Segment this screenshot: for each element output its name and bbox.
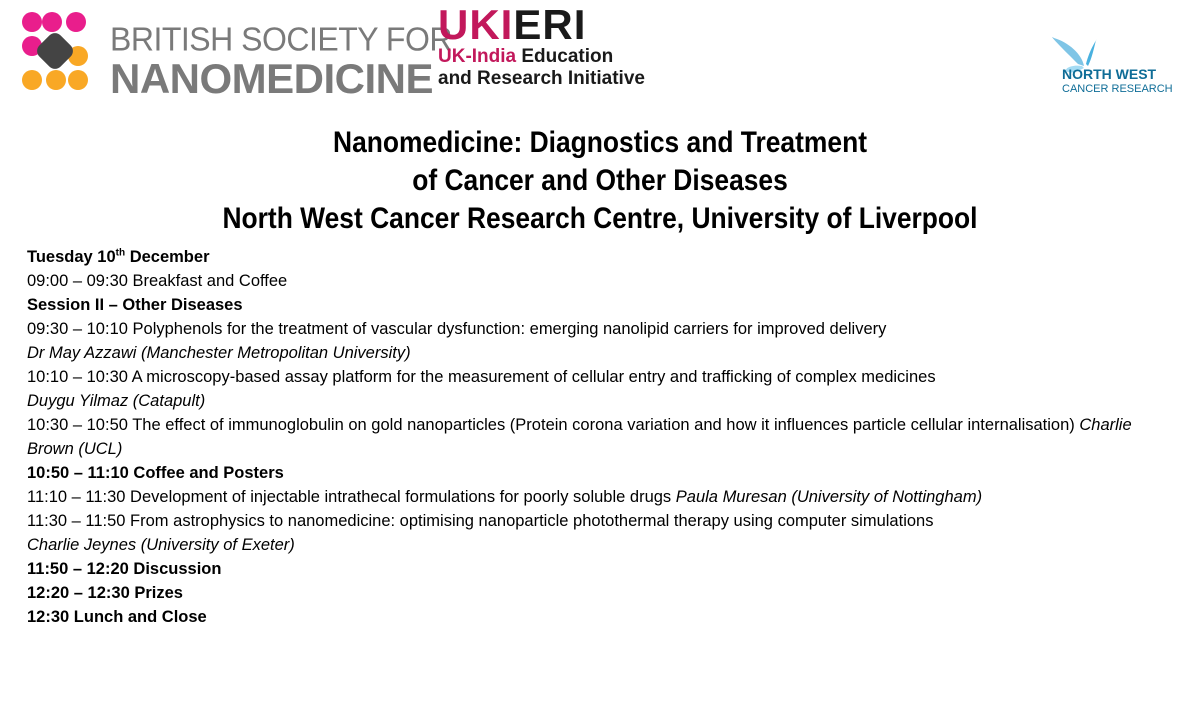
session-heading: Session II – Other Diseases	[27, 296, 243, 314]
speaker-azzawi: Dr May Azzawi (Manchester Metropolitan University)	[27, 344, 411, 362]
nwcr-sub: CANCER RESEARCH	[1062, 83, 1173, 95]
title-line-2: of Cancer and Other Diseases	[412, 164, 788, 197]
date-sup: th	[115, 247, 126, 259]
ukieri-uki: UKI	[438, 1, 514, 48]
bsn-line1: BRITISH SOCIETY FOR	[110, 19, 452, 58]
programme-item-close: 12:30 Lunch and Close	[27, 608, 207, 626]
programme-item-polyphenols: 09:30 – 10:10 Polyphenols for the treatment of vascular dysfunction: emerging nanolipid carriers for improved delivery	[27, 320, 887, 338]
event-title	[0, 124, 1200, 238]
speaker-jeynes: Charlie Jeynes (University of Exeter)	[27, 536, 295, 554]
programme-item-intrathecal	[27, 485, 1177, 509]
ukieri-sub-line2: and Research Initiative	[438, 68, 645, 89]
speaker-yilmaz: Duygu Yilmaz (Catapult)	[27, 392, 206, 410]
title-line-3: North West Cancer Research Centre, University of Liverpool	[222, 202, 978, 235]
title-line-1: Nanomedicine: Diagnostics and Treatment	[333, 126, 867, 159]
nwcr-name: NORTH WEST	[1062, 66, 1157, 82]
programme-item-microscopy: 10:10 – 10:30 A microscopy-based assay platform for the measurement of cellular entry and trafficking of complex medicines	[27, 368, 936, 386]
ukieri-logo	[438, 1, 645, 90]
ukieri-eri: ERI	[513, 1, 587, 48]
programme-date	[27, 245, 1177, 269]
speaker-brown: Charlie Brown (UCL)	[27, 416, 1132, 458]
speaker-muresan: Paula Muresan (University of Nottingham)	[675, 488, 983, 506]
item4-text: 10:30 – 10:50 The effect of immunoglobulin on gold nanoparticles (Protein corona variation and how it influences particle cellular internalisation)	[27, 416, 1080, 434]
ukieri-sub-rest: Education	[516, 46, 614, 67]
programme-item-discussion: 11:50 – 12:20 Discussion	[27, 560, 222, 578]
item5-text: 11:10 – 11:30 Development of injectable intrathecal formulations for poorly soluble drugs	[27, 488, 676, 506]
programme-item-astrophysics: 11:30 – 11:50 From astrophysics to nanomedicine: optimising nanoparticle photothermal therapy using computer simulations	[27, 512, 934, 530]
programme-item-immunoglobulin	[27, 413, 1177, 461]
bsn-molecule-icon	[20, 10, 90, 96]
bsn-logo	[20, 10, 452, 102]
bsn-line2: NANOMEDICINE	[110, 55, 434, 102]
programme-item-prizes: 12:20 – 12:30 Prizes	[27, 584, 183, 602]
programme-item-breakfast: 09:00 – 09:30 Breakfast and Coffee	[27, 272, 288, 290]
programme-list	[27, 245, 1177, 629]
programme-item-coffee-posters: 10:50 – 11:10 Coffee and Posters	[27, 464, 284, 482]
ukieri-sub-red: UK-India	[438, 46, 517, 67]
date-prefix: Tuesday 10	[27, 248, 116, 266]
date-suffix: December	[125, 248, 210, 266]
